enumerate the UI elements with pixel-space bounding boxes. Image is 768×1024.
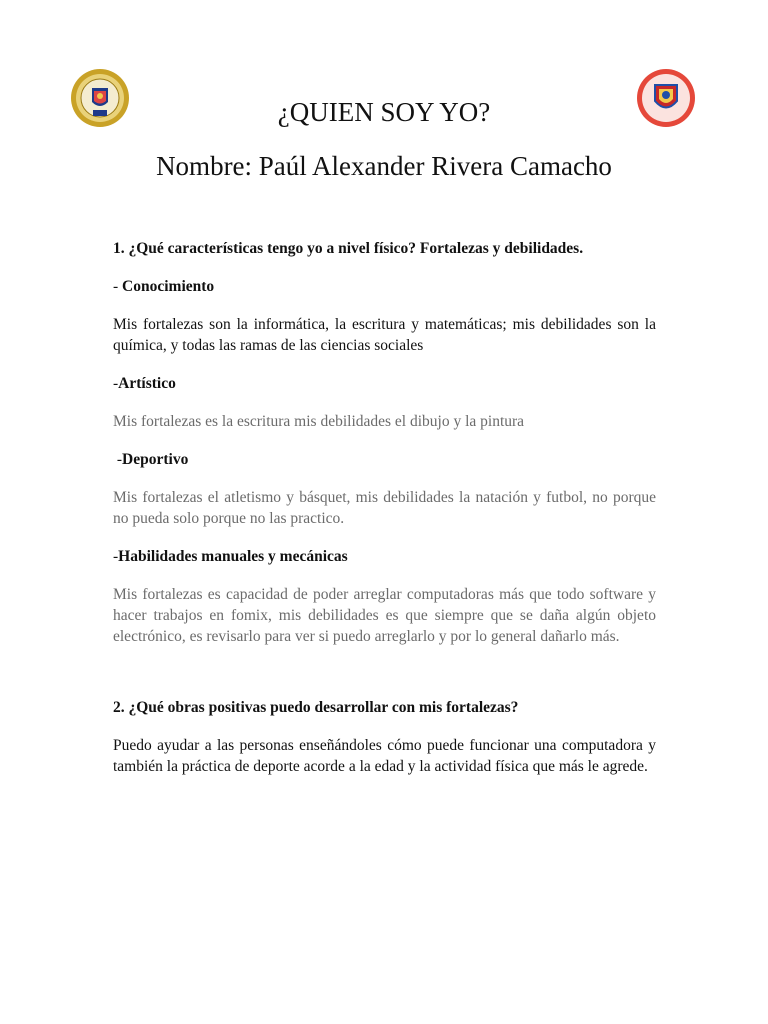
subheading-artistico	[113, 373, 656, 394]
paragraph-habilidades: Mis fortalezas es capacidad de poder arreglar computadoras más que todo software y hacer trabajos en fomix, mis debilidades es que siempre que se daña algún objeto electrónico, es revisarlo para ver si puedo arreglarlo y por lo general dañarlo más.	[113, 586, 656, 645]
subheading-label: Conocimiento	[122, 278, 215, 295]
subheading-prefix: -	[113, 451, 123, 468]
paragraph-deportivo: Mis fortalezas el atletismo y básquet, mis debilidades la natación y futbol, no porque no pueda solo porque no las practico.	[113, 489, 656, 527]
author-name: Nombre: Paúl Alexander Rivera Camacho	[156, 151, 612, 181]
subheading-prefix: -	[113, 375, 119, 392]
subheading-label: Deportivo	[122, 451, 189, 468]
subheading-habilidades	[113, 546, 656, 567]
subheading-prefix: -	[113, 548, 119, 565]
subheading-conocimiento	[113, 276, 656, 297]
question-2: 2. ¿Qué obras positivas puedo desarrollar con mis fortalezas?	[113, 699, 519, 716]
paragraph-conocimiento: Mis fortalezas son la informática, la escritura y matemáticas; mis debilidades son la química, y todas las ramas de las ciencias sociales	[113, 316, 656, 354]
subheading-deportivo	[113, 449, 656, 470]
document-body	[113, 238, 656, 777]
paragraph-artistico: Mis fortalezas es la escritura mis debilidades el dibujo y la pintura	[113, 413, 525, 430]
subheading-label: Habilidades manuales y mecánicas	[118, 548, 348, 565]
question-1: 1. ¿Qué características tengo yo a nivel físico? Fortalezas y debilidades.	[113, 240, 584, 257]
page-title: ¿QUIEN SOY YO?	[277, 97, 491, 127]
subheading-prefix: -	[113, 278, 123, 295]
subheading-label: Artístico	[118, 375, 176, 392]
paragraph-answer-2: Puedo ayudar a las personas enseñándoles cómo puede funcionar una computadora y también la práctica de deporte acorde a la edad y la actividad física que más le agrede.	[113, 737, 656, 775]
